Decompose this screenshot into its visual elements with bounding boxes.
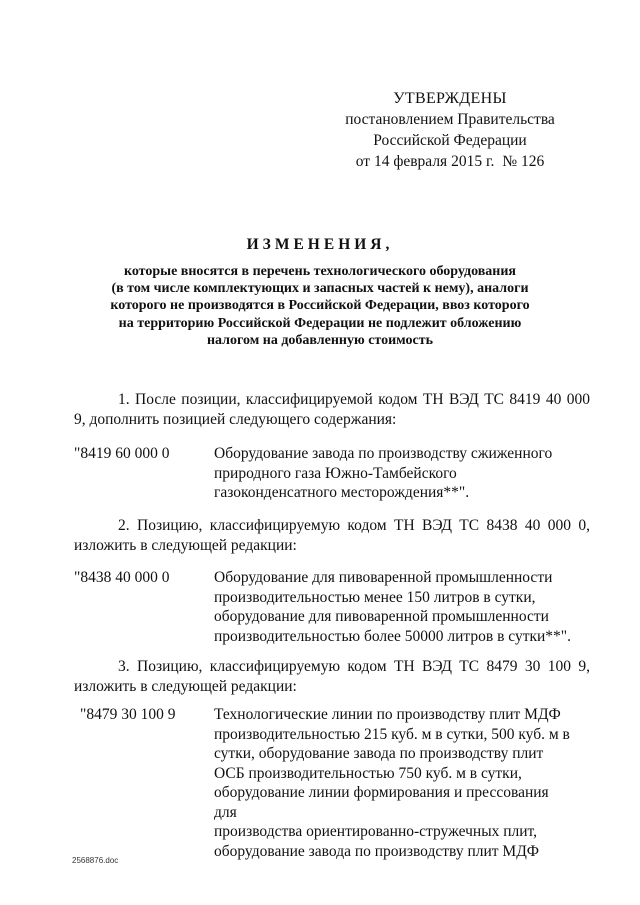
document-heading bbox=[70, 236, 570, 349]
approval-title: УТВЕРЖДЕНЫ bbox=[393, 90, 507, 107]
item-1-instruction-text: 1. После позиции, классифицируемой кодом ТН ВЭД ТС 8419 40 000 9, дополнить позицией следующего содержания: bbox=[74, 391, 590, 428]
description-line: природного газа Южно-Тамбейского bbox=[214, 464, 457, 482]
approval-date: от 14 февраля 2015 г. bbox=[355, 153, 495, 170]
approval-line-1: постановлением Правительства bbox=[345, 111, 555, 128]
document-title: ИЗМЕНЕНИЯ, bbox=[246, 236, 394, 253]
item-2-instruction-text: 2. Позицию, классифицируемую кодом ТН ВЭД ТС 8438 40 000 0, изложить в следующей редакции: bbox=[74, 517, 590, 554]
description-line: Технологические линии по производству плит МДФ bbox=[214, 706, 561, 723]
description-line: производительностью 215 куб. м в сутки, 500 куб. м в bbox=[214, 725, 570, 743]
description-line: производства ориентированно-стружечных плит, bbox=[214, 823, 538, 840]
approval-number: № 126 bbox=[502, 153, 545, 170]
item-2-description bbox=[214, 568, 574, 646]
description-line: производительностью менее 150 литров в сутки, bbox=[214, 588, 536, 606]
subtitle-line: налогом на добавленную стоимость bbox=[206, 332, 434, 348]
description-line: производительностью более 50000 литров в сутки**". bbox=[214, 627, 572, 645]
approval-line-2: Российской Федерации bbox=[373, 132, 527, 149]
item-2-instruction bbox=[74, 516, 590, 555]
description-line: оборудование для пивоваренной промышленности bbox=[214, 608, 549, 625]
description-line: газоконденсатного месторождения**". bbox=[214, 484, 470, 501]
item-2-code: "8438 40 000 0 bbox=[74, 569, 170, 586]
subtitle-line: на территорию Российской Федерации не подлежит обложению bbox=[118, 315, 522, 331]
description-line: оборудование линии формирования и прессования для bbox=[214, 784, 549, 821]
description-line: оборудование завода по производству плит МДФ bbox=[214, 842, 540, 860]
subtitle-line: (в том числе комплектующих и запасных частей к нему), аналоги bbox=[111, 281, 529, 297]
subtitle-line: которого не производятся в Российской Федерации, ввоз которого bbox=[110, 298, 530, 314]
description-line: ОСБ производительностью 750 куб. м в сутки, bbox=[214, 764, 522, 782]
description-line: сутки, оборудование завода по производству плит bbox=[214, 745, 544, 762]
item-1-description bbox=[214, 444, 574, 503]
description-line: Оборудование для пивоваренной промышленности bbox=[214, 569, 553, 586]
item-1-instruction bbox=[74, 390, 590, 429]
subtitle-line: которые вносятся в перечень технологического оборудования bbox=[123, 264, 517, 279]
item-3-instruction-text: 3. Позицию, классифицируемую кодом ТН ВЭД ТС 8479 30 100 9, изложить в следующей редакции: bbox=[74, 658, 590, 695]
description-line: Оборудование завода по производству сжиженного bbox=[214, 445, 553, 462]
item-3-code: "8479 30 100 9 bbox=[80, 706, 176, 723]
item-3-description bbox=[214, 705, 574, 861]
approval-stamp bbox=[340, 88, 560, 172]
file-name-footer: 2568876.doc bbox=[72, 856, 119, 865]
item-1-code: "8419 60 000 0 bbox=[74, 445, 170, 462]
approval-date-line bbox=[340, 151, 560, 172]
item-3-instruction bbox=[74, 657, 590, 696]
document-subtitle bbox=[70, 263, 570, 349]
